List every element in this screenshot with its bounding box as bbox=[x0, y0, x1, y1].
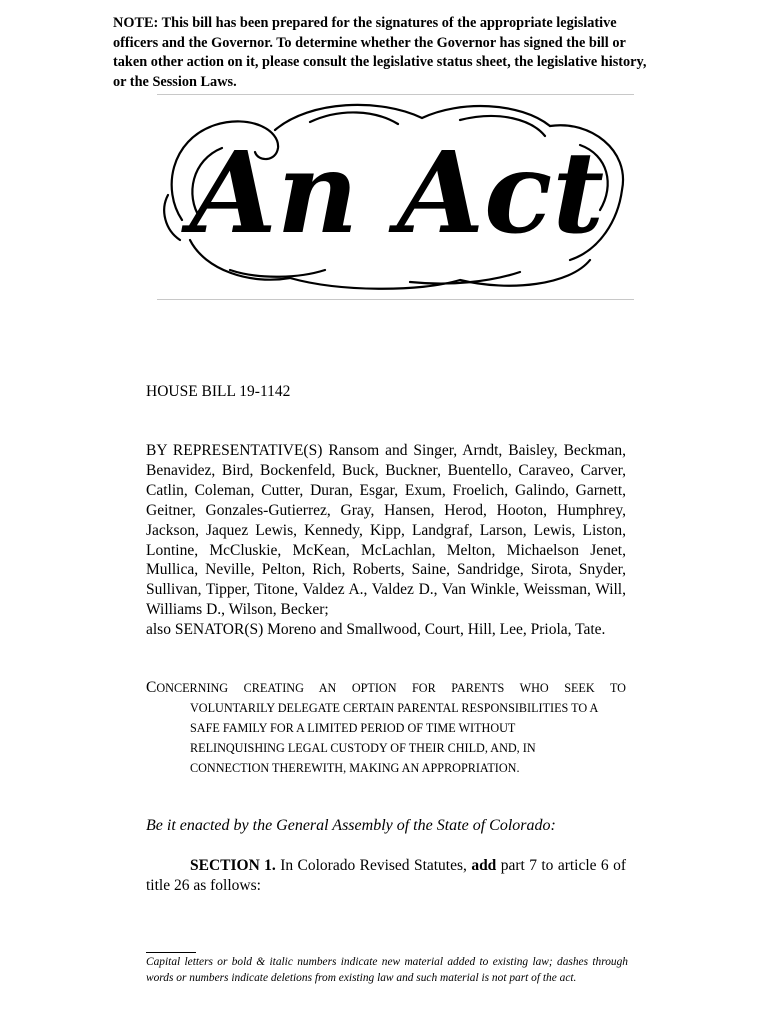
section-1-paragraph bbox=[146, 856, 626, 896]
section-1-text-a: In Colorado Revised Statutes, bbox=[275, 857, 472, 874]
bill-title-lead-rest: ONCERNING CREATING AN OPTION FOR PARENTS WHO SEEK TO bbox=[156, 681, 626, 695]
section-1-text-b: part 7 to article 6 of title 26 as follows: bbox=[146, 857, 626, 894]
an-act-emblem bbox=[160, 100, 635, 295]
footnote-divider bbox=[146, 952, 196, 953]
an-act-emblem-graphic bbox=[160, 100, 635, 295]
bill-title-line-1 bbox=[146, 678, 626, 698]
section-1-label: SECTION 1. bbox=[190, 857, 276, 874]
header-divider-bottom bbox=[157, 299, 634, 300]
bill-title-line-4: RELINQUISHING LEGAL CUSTODY OF THEIR CHILD, AND, IN bbox=[190, 741, 536, 755]
footnote: Capital letters or bold & italic numbers indicate new material added to existing law; dashes through words or numbers indicate deletions from existing law and such material is not part of the act. bbox=[146, 956, 628, 984]
bill-title-line-5: CONNECTION THEREWITH, MAKING AN APPROPRIATION. bbox=[190, 761, 520, 775]
section-1-add-keyword: add bbox=[471, 857, 497, 874]
representatives-list: BY REPRESENTATIVE(S) Ransom and Singer, Arndt, Baisley, Beckman, Benavidez, Bird, Bockenfeld, Buck, Buckner, Buentello, Caraveo, Carver, Catlin, Coleman, Cutter, Duran, Esgar, Exum, Froelich, Galindo, Garnett, Geitner, Gonzales-Gutierrez, Gray, Hansen, Herod, Hooton, Humphrey, Jackson, Jaquez Lewis, Kennedy, Kipp, Landgraf, Larson, Lewis, Liston, Lontine, McCluskie, McKean, McLachlan, Melton, Michaelson Jenet, Mullica, Neville, Pelton, Rich, Roberts, Saine, Sandridge, Sirota, Snyder, Sullivan, Tipper, Titone, Valdez A., Valdez D., Van Winkle, Weissman, Will, Williams D., Wilson, Becker; bbox=[146, 442, 626, 619]
bill-title bbox=[146, 678, 626, 778]
bill-title-line-2: VOLUNTARILY DELEGATE CERTAIN PARENTAL RESPONSIBILITIES TO A bbox=[190, 701, 599, 715]
legislative-note: NOTE: This bill has been prepared for the signatures of the appropriate legislative officers and the Governor. To determine whether the Governor has signed the bill or taken other action on it, please consult the legislative status sheet, the legislative history, or the Session Laws. bbox=[113, 15, 647, 90]
bill-title-initial: C bbox=[146, 679, 157, 696]
header-divider-top bbox=[157, 94, 634, 95]
bill-title-line-3: SAFE FAMILY FOR A LIMITED PERIOD OF TIME WITHOUT bbox=[190, 721, 516, 735]
senators-list: also SENATOR(S) Moreno and Smallwood, Court, Hill, Lee, Priola, Tate. bbox=[146, 621, 606, 639]
sponsors-block bbox=[146, 441, 626, 640]
bill-number: HOUSE BILL 19-1142 bbox=[146, 383, 291, 400]
an-act-emblem-text: An Act bbox=[189, 128, 605, 259]
enacting-clause: Be it enacted by the General Assembly of the State of Colorado: bbox=[146, 817, 556, 834]
section-1 bbox=[146, 856, 626, 896]
